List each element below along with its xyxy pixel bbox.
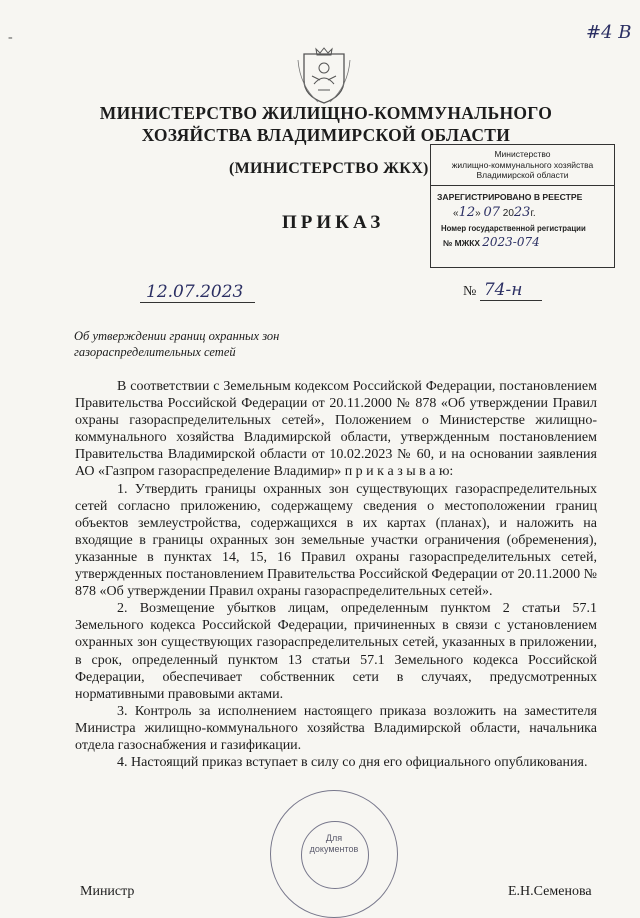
stamp-ministry-line-1: Министерство	[494, 149, 551, 159]
registration-number-value: 2023-074	[482, 234, 540, 249]
registration-number	[431, 233, 614, 249]
round-seal-stamp	[270, 790, 398, 918]
order-date: 12.07.2023	[140, 282, 255, 303]
date-quote-open: «	[453, 207, 459, 219]
clause-4-paragraph: 4. Настоящий приказ вступает в силу со дня его официального опубликования.	[117, 755, 588, 771]
signatory-name: Е.Н.Семенова	[508, 884, 592, 899]
order-number	[463, 280, 542, 300]
registration-stamp-ministry	[431, 145, 614, 186]
order-body	[75, 378, 597, 771]
document-title: ПРИКАЗ	[282, 212, 385, 233]
registration-year-suffix: 23	[513, 204, 531, 220]
ministry-name-line-1: МИНИСТЕРСТВО ЖИЛИЩНО-КОММУНАЛЬНОГО	[99, 103, 553, 123]
archive-handwritten-mark: #4 В	[586, 22, 632, 43]
coat-of-arms-icon	[296, 46, 352, 106]
clause-1-paragraph: 1. Утвердить границы охранных зон существующих газораспределительных сетей согласно приложению, содержащему сведения о местоположении границ объектов землеустройства, содержащихся в их картах (планах), и наложить на входящие в границы охранных зон земельные участки ограничения (обременения), указанные в пунктах 14, 15, 16 Правил охраны газораспределительных сетей, утвержденных постановлением Правительства Российской Федерации от 20.11.2000 № 878 «Об утверждении Правил охраны газораспределительных сетей».	[75, 481, 597, 600]
registration-year-prefix: 20	[502, 207, 514, 219]
registration-number-label: Номер государственной регистрации	[441, 223, 586, 233]
order-number-prefix: №	[463, 284, 477, 299]
signatory-role: Министр	[80, 884, 135, 899]
ministry-name-line-2: ХОЗЯЙСТВА ВЛАДИМИРСКОЙ ОБЛАСТИ	[141, 125, 511, 145]
seal-label	[271, 833, 397, 855]
ministry-short-name: (МИНИСТЕРСТВО ЖКХ)	[229, 160, 429, 177]
date-quote-close: »	[475, 207, 481, 219]
seal-inner-ring	[301, 821, 369, 889]
clause-3-paragraph: 3. Контроль за исполнением настоящего приказа возложить на заместителя Министра жилищно-коммунального хозяйства Владимирской области, начальника отдела газоснабжения и газификации.	[75, 703, 597, 753]
order-subject	[74, 328, 334, 360]
preamble-paragraph: В соответствии с Земельным кодексом Российской Федерации, постановлением Правительства Российской Федерации от 20.11.2000 № 878 «Об утверждении Правил охраны газораспределительных сетей», Положением о Министерстве жилищно-коммунального хозяйства Владимирской области, утвержденным постановлением Правительства Владимирской области от 10.02.2023 № 60, и на основании заявления АО «Газпром газораспределение Владимир» п р и к а з ы в а ю:	[75, 379, 597, 480]
registration-day: 12	[458, 204, 476, 220]
registration-date	[431, 202, 614, 220]
registration-number-prefix: № МЖКХ	[443, 237, 480, 248]
stamp-ministry-line-2: жилищно-коммунального хозяйства	[451, 159, 594, 170]
order-number-value: 74-н	[480, 280, 543, 301]
margin-tick: -	[8, 30, 13, 45]
registration-month: 07	[483, 204, 500, 220]
registration-year-unit: г.	[530, 207, 536, 219]
seal-label-line-2: документов	[309, 844, 359, 854]
clause-2-paragraph: 2. Возмещение убытков лицам, определенным пунктом 2 статьи 57.1 Земельного кодекса Российской Федерации, причиненных в связи с установлением охранных зон существующих газораспределительных сетей, указанных в приложении, в срок, определенный пунктом 13 статьи 57.1 Земельного кодекса Российской Федерации, обеспечивает собственник сети в случаях, предусмотренных нормативными правовыми актами.	[75, 601, 597, 702]
stamp-ministry-line-3: Владимирской области	[476, 170, 569, 180]
registration-stamp	[430, 144, 615, 268]
subject-line-2: газораспределительных сетей	[74, 345, 236, 359]
ministry-header	[60, 102, 592, 146]
subject-line-1: Об утверждении границ охранных зон	[74, 329, 280, 343]
seal-label-line-1: Для	[325, 833, 343, 843]
registered-label: ЗАРЕГИСТРИРОВАНО В РЕЕСТРЕ	[437, 191, 583, 202]
